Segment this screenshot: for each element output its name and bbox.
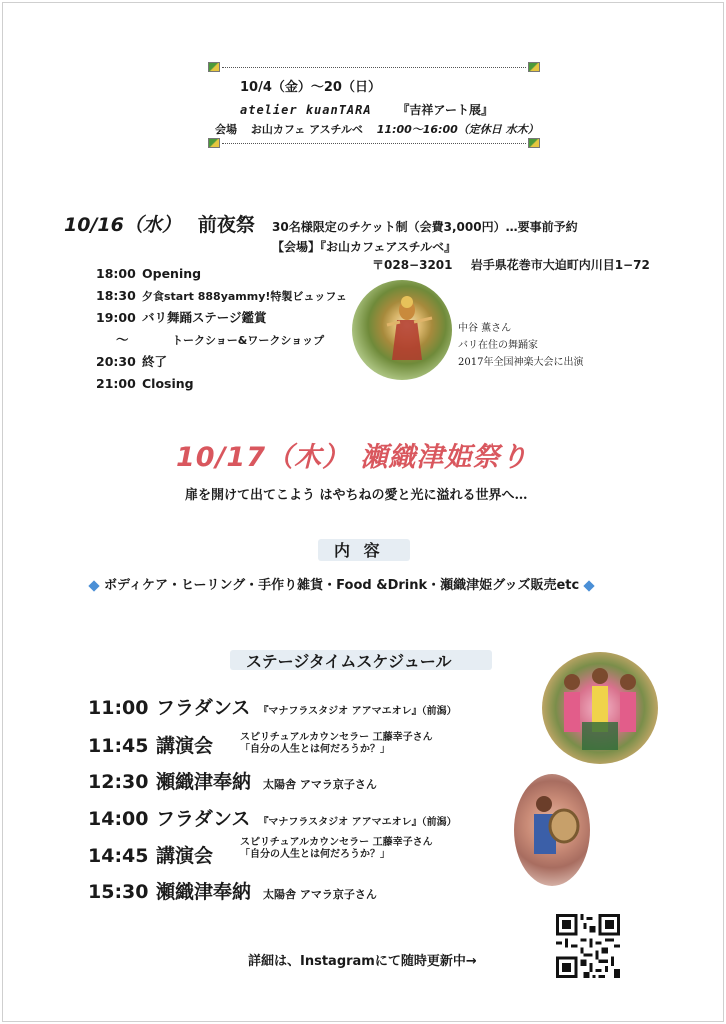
eve-heading — [64, 210, 578, 237]
eve-name: 前夜祭 — [197, 214, 255, 236]
eve-date: 10/16（水） — [64, 214, 181, 236]
list-item: 18:30 夕食start 888yammy!特製ビュッフェ — [96, 287, 347, 303]
list-item: 20:30 終了 — [96, 354, 168, 369]
list-item: 21:00 Closing — [96, 375, 194, 391]
list-item: 〜 トークショー&ワークショップ — [116, 331, 325, 347]
footer-note: 詳細は、Instagramにて随時更新中→ — [248, 954, 477, 969]
performer-info — [458, 320, 583, 371]
table-row: 12:30 瀬織津奉納 太陽舎 アマラ京子さん — [88, 771, 377, 793]
content-line: ボディケア・ヒーリング・手作り雑貨・Food &Drink・瀬織津姫グッズ販売etc — [84, 574, 599, 593]
table-row: 11:00 フラダンス 『マナフラスタジオ アアマエオレ』（前潟） — [88, 697, 457, 719]
festival-tagline: 扉を開けて出てこよう はやちねの愛と光に溢れる世界へ… — [185, 488, 528, 503]
venue-hours: 11:00〜16:00（定休日 水木） — [376, 123, 539, 136]
eve-venue: 【会場】『お山カフェアスチルベ』 — [272, 240, 457, 254]
eve-ticket: 30名様限定のチケット制（会費3,000円）…要事前予約 — [272, 220, 578, 234]
eve-postal: 〒028−3201 — [372, 258, 453, 272]
performer-role: バリ在住の舞踊家 — [458, 340, 538, 351]
stage-heading: ステージタイムスケジュール — [246, 652, 452, 671]
diamond-icon — [584, 580, 595, 591]
eve-address-text: 岩手県花巻市大迫町内川目1−72 — [470, 258, 650, 272]
corner-icon — [208, 62, 220, 72]
table-row: 15:30 瀬織津奉納 太陽舎 アマラ京子さん — [88, 881, 377, 903]
exhibit-title-en: atelier kuanTARA — [240, 103, 372, 117]
page-border — [2, 2, 724, 1022]
table-row: 14:00 フラダンス 『マナフラスタジオ アアマエオレ』（前潟） — [88, 808, 457, 830]
table-row: 14:45 講演会 — [88, 845, 214, 867]
corner-icon — [528, 62, 540, 72]
eve-schedule — [96, 263, 347, 394]
divider — [222, 143, 526, 144]
drum-photo — [514, 774, 590, 886]
row-detail: スピリチュアルカウンセラー 工藤幸子さん 「自分の人生とは何だろうか？」 — [240, 732, 433, 755]
exhibit-dates: 10/4（金）〜20（日） — [240, 80, 381, 95]
table-row: 11:45 講演会 — [88, 735, 214, 757]
corner-icon — [528, 138, 540, 148]
corner-icon — [208, 138, 220, 148]
qr-code-icon[interactable] — [556, 914, 620, 978]
dancer-photo — [352, 280, 452, 380]
eve-address — [372, 256, 650, 273]
venue-label: 会場 — [215, 123, 237, 136]
content-heading: 内 容 — [334, 541, 384, 560]
divider — [222, 67, 526, 68]
performer-award: 2017年全国神楽大会に出演 — [458, 357, 584, 368]
row-detail: スピリチュアルカウンセラー 工藤幸子さん 「自分の人生とは何だろうか？」 — [240, 837, 433, 860]
performer-name: 中谷 薫さん — [458, 323, 512, 334]
diamond-icon — [88, 580, 99, 591]
exhibit-title — [240, 101, 493, 118]
list-item: 18:00 Opening — [96, 266, 202, 281]
exhibit-title-jp: 『吉祥アート展』 — [397, 103, 494, 117]
festival-title: 10/17（木） 瀬織津姫祭り — [176, 442, 529, 473]
hula-photo — [542, 652, 658, 764]
exhibit-venue — [215, 121, 539, 137]
list-item: 19:00 バリ舞踊ステージ鑑賞 — [96, 310, 267, 325]
venue-name: お山カフェ アスチルベ — [250, 123, 363, 136]
